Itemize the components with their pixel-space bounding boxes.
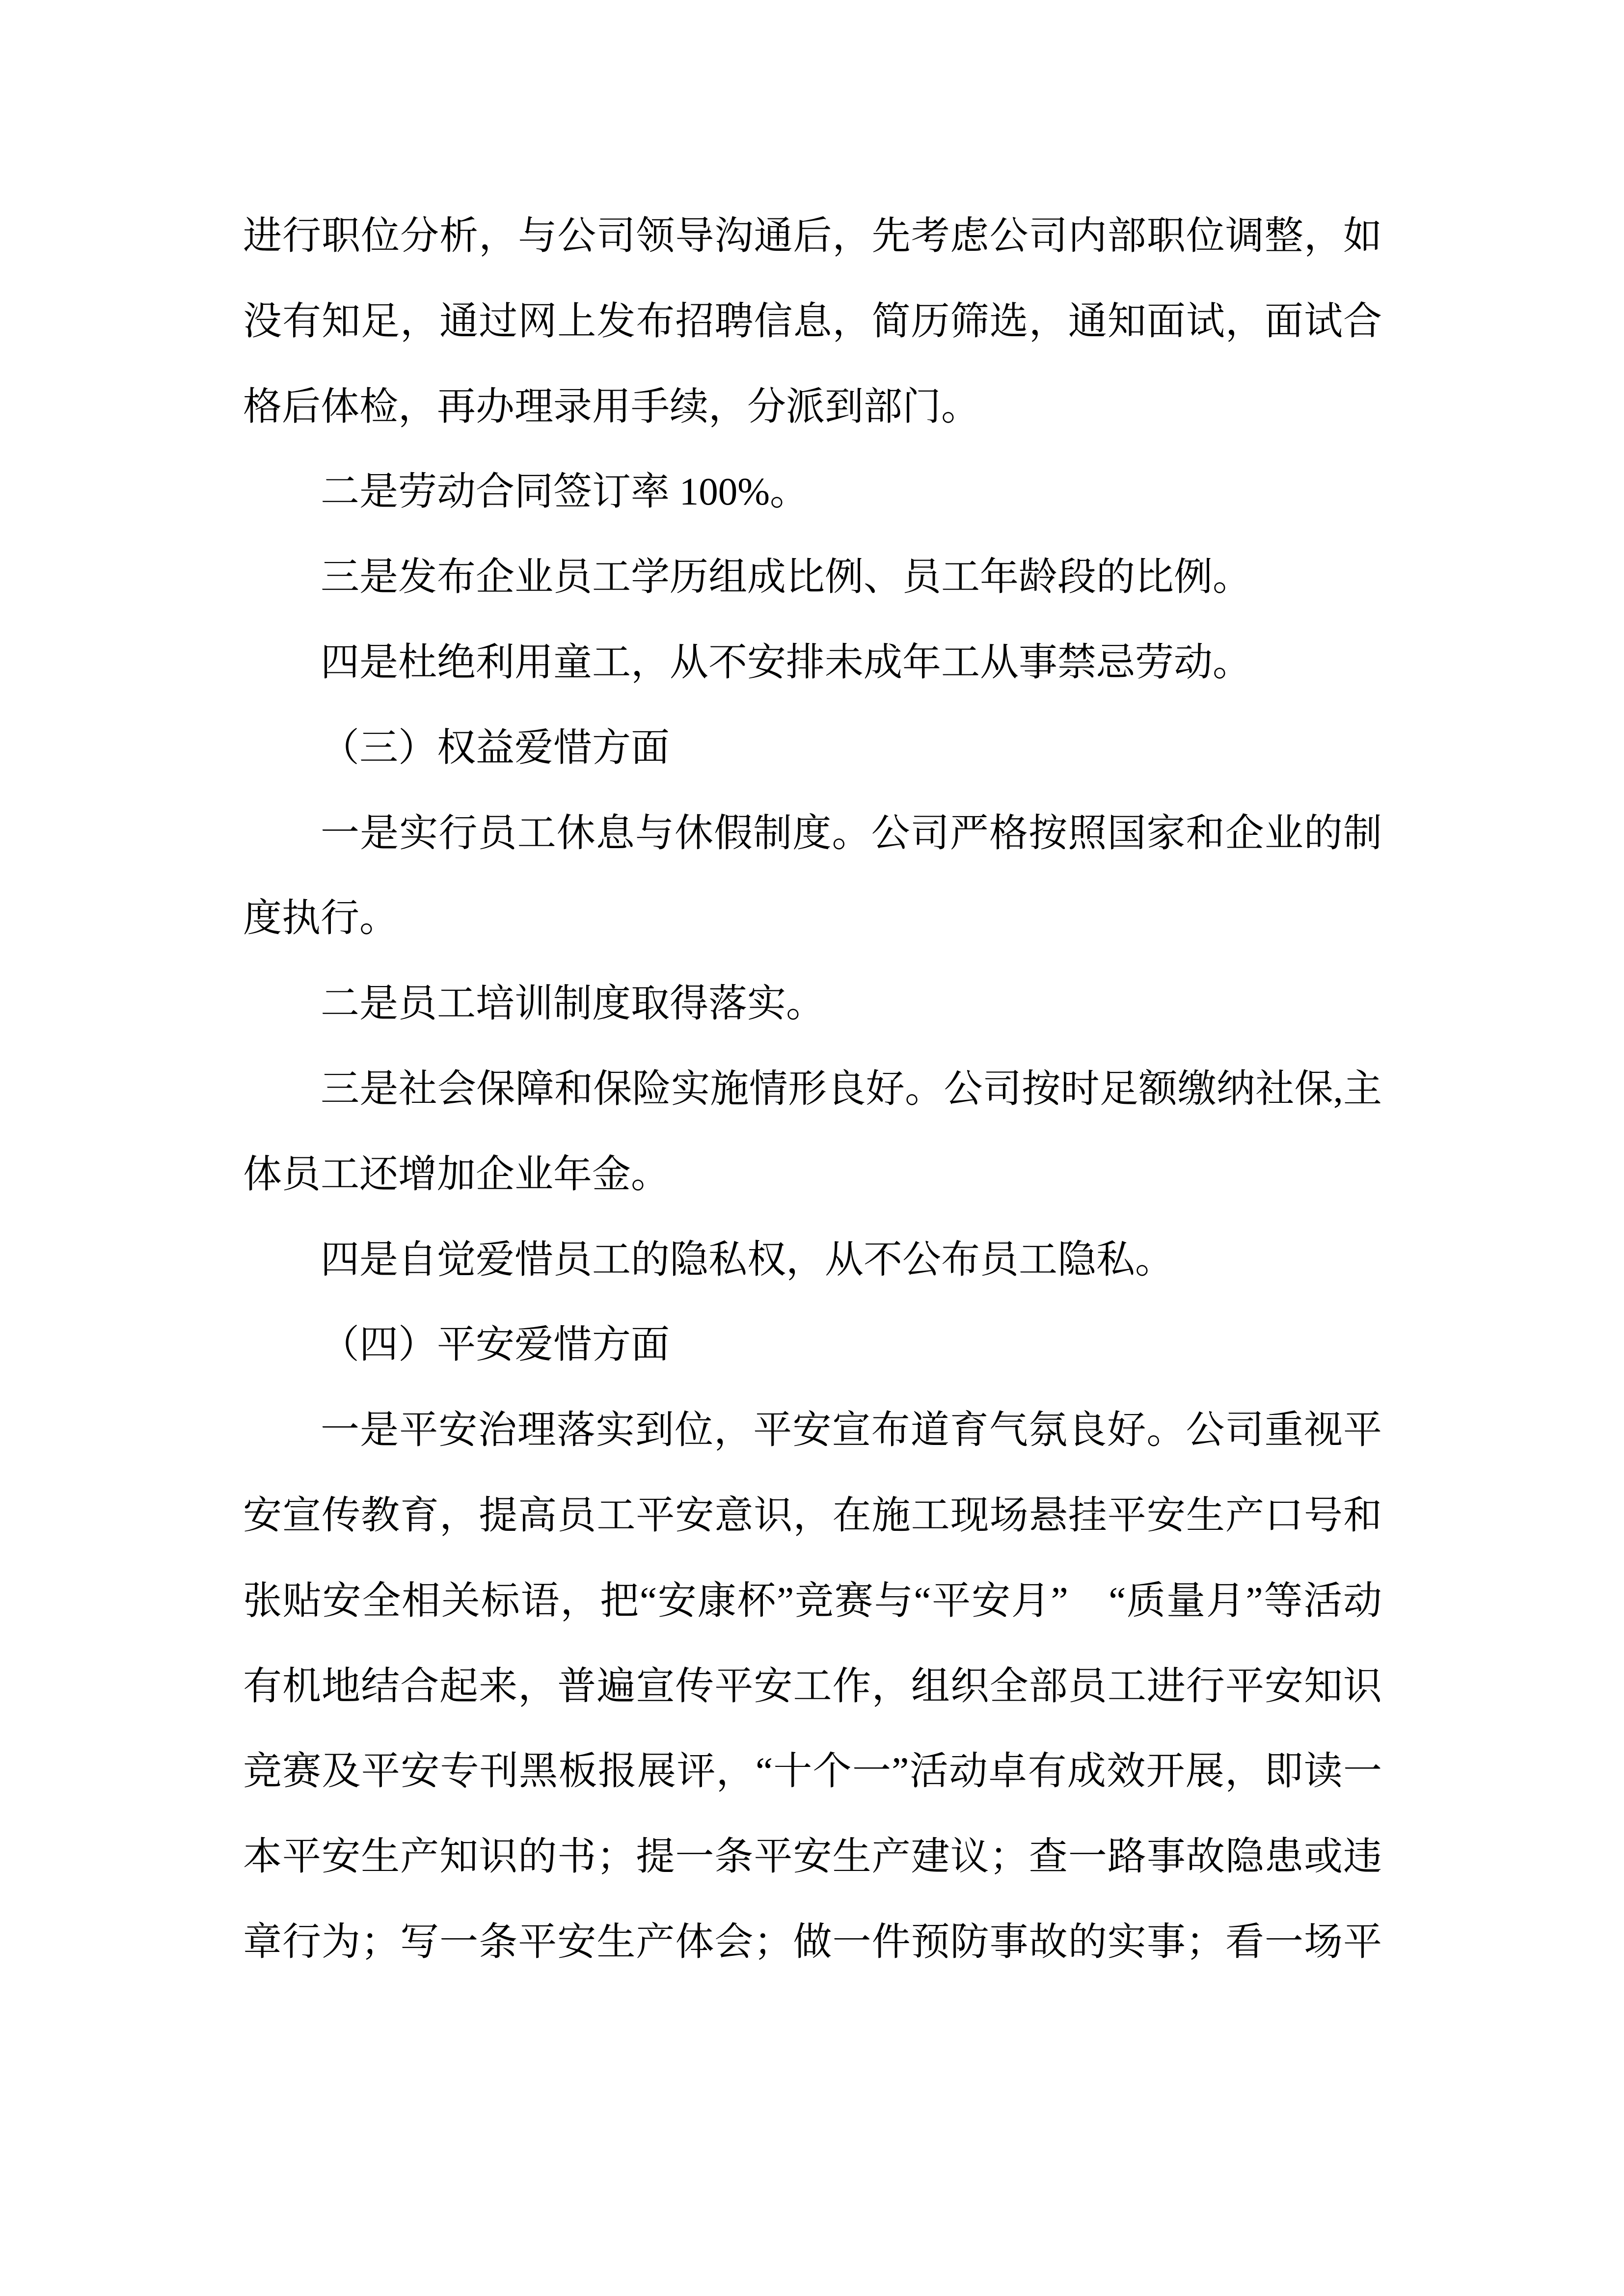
text-line: （四）平安爱惜方面 xyxy=(321,1324,670,1367)
text-line: 本平安生产知识的书；提一条平安生产建议；查一路事故隐患或违 xyxy=(243,1836,1382,1879)
text-line: 二是员工培训制度取得落实。 xyxy=(321,983,825,1026)
text-line: 二是劳动合同签订率 100%。 xyxy=(321,471,809,514)
text-line: 度执行。 xyxy=(243,897,398,940)
paragraph xyxy=(243,194,1382,450)
paragraph xyxy=(243,791,1382,962)
paragraph xyxy=(243,961,1382,1047)
text-line: 进行职位分析，与公司领导沟通后，先考虑公司内部职位调整，如 xyxy=(243,215,1382,258)
text-line: 章行为；写一条平安生产体会；做一件预防事故的实事；看一场平 xyxy=(243,1921,1382,1964)
section-heading xyxy=(243,706,1382,791)
paragraph xyxy=(243,1047,1382,1218)
paragraph xyxy=(243,535,1382,620)
paragraph xyxy=(243,620,1382,706)
section-heading xyxy=(243,1303,1382,1388)
text-line: 一是实行员工休息与休假制度。公司严格按照国家和企业的制 xyxy=(321,812,1382,855)
text-line: 三是发布企业员工学历组成比例、员工年龄段的比例。 xyxy=(321,556,1251,599)
paragraph xyxy=(243,1218,1382,1303)
text-line: 竞赛及平安专刊黑板报展评，“十个一”活动卓有成效开展，即读一 xyxy=(243,1750,1382,1793)
text-line: 一是平安治理落实到位，平安宣布道育气氛良好。公司重视平 xyxy=(321,1409,1382,1452)
text-line: 安宣传教育，提高员工平安意识，在施工现场悬挂平安生产口号和 xyxy=(243,1494,1382,1537)
text-line: 四是自觉爱惜员工的隐私权，从不公布员工隐私。 xyxy=(321,1238,1174,1281)
text-line: 张贴安全相关标语，把“安康杯”竞赛与“平安月” “质量月”等活动 xyxy=(243,1579,1382,1623)
document-body xyxy=(243,194,1382,1985)
paragraph xyxy=(243,1388,1382,1985)
text-line: 四是杜绝利用童工，从不安排未成年工从事禁忌劳动。 xyxy=(321,641,1251,684)
text-line: 体员工还增加企业年金。 xyxy=(243,1153,670,1196)
text-line: 格后体检，再办理录用手续，分派到部门。 xyxy=(243,385,980,428)
text-line: 三是社会保障和保险实施情形良好。公司按时足额缴纳社保,主 xyxy=(321,1068,1382,1111)
text-line: （三）权益爱惜方面 xyxy=(321,726,670,770)
text-line: 没有知足，通过网上发布招聘信息，简历筛选，通知面试，面试合 xyxy=(243,300,1382,343)
paragraph xyxy=(243,450,1382,535)
text-line: 有机地结合起来，普遍宣传平安工作，组织全部员工进行平安知识 xyxy=(243,1665,1382,1708)
